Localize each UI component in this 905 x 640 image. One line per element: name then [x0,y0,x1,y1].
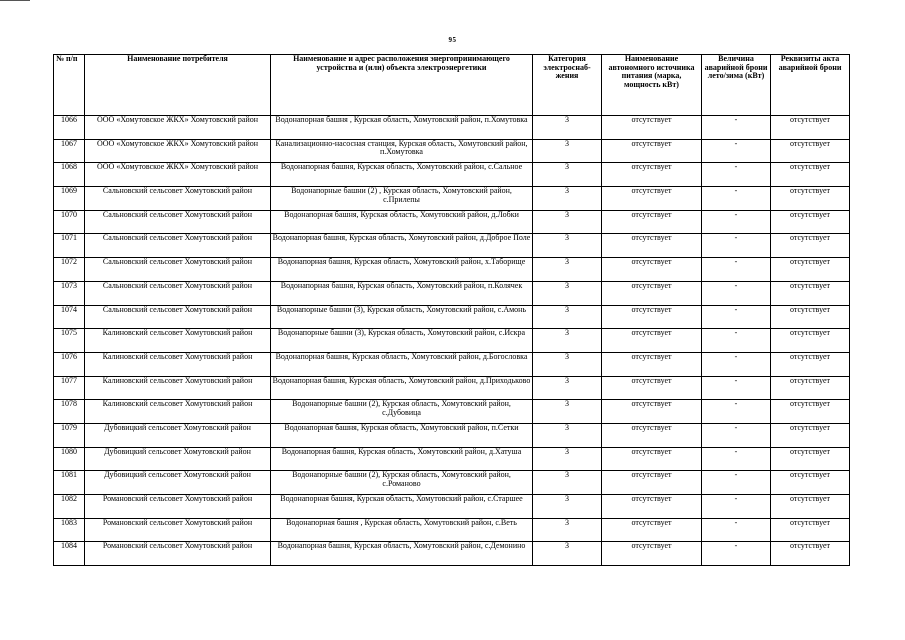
row-number: 1082 [54,495,85,519]
emergency-reserve: - [702,329,771,353]
object-address: Водонапорная башня, Курская область, Хомутовский район, с.Демонино [271,542,533,566]
supply-category: 3 [533,258,602,282]
table-row [54,234,850,258]
emergency-reserve: - [702,447,771,471]
object-address: Водонапорная башня, Курская область, Хомутовский район, д.Богословка [271,352,533,376]
header-category: Категория электроснаб-жения [533,55,602,116]
supply-category: 3 [533,518,602,542]
table-row [54,187,850,211]
object-address: Водонапорные башни (2), Курская область, Хомутовский район, с.Дубовица [271,400,533,424]
emergency-reserve: - [702,542,771,566]
power-source: отсутствует [602,210,702,234]
power-source: отсутствует [602,329,702,353]
row-number: 1074 [54,305,85,329]
row-number: 1067 [54,139,85,163]
supply-category: 3 [533,376,602,400]
power-source: отсутствует [602,116,702,140]
table-row [54,210,850,234]
supply-category: 3 [533,234,602,258]
row-number: 1076 [54,352,85,376]
row-number: 1077 [54,376,85,400]
reserve-act: отсутствует [771,447,850,471]
consumer-name: ООО «Хомутовское ЖКХ» Хомутовский район [85,163,271,187]
table-row [54,423,850,447]
table-row [54,518,850,542]
table-row [54,376,850,400]
row-number: 1075 [54,329,85,353]
supply-category: 3 [533,281,602,305]
reserve-act: отсутствует [771,281,850,305]
object-address: Водонапорная башня , Курская область, Хомутовский район, с.Веть [271,518,533,542]
object-address: Водонапорная башня, Курская область, Хомутовский район, д.Хатуша [271,447,533,471]
object-address: Водонапорная башня, Курская область, Хомутовский район, д.Приходьково [271,376,533,400]
consumer-table [53,54,850,566]
row-number: 1083 [54,518,85,542]
reserve-act: отсутствует [771,116,850,140]
page-number: 95 [448,36,457,44]
consumer-name: Дубовицкий сельсовет Хомутовский район [85,447,271,471]
emergency-reserve: - [702,518,771,542]
consumer-name: Калиновский сельсовет Хомутовский район [85,376,271,400]
row-number: 1070 [54,210,85,234]
emergency-reserve: - [702,281,771,305]
power-source: отсутствует [602,281,702,305]
emergency-reserve: - [702,376,771,400]
supply-category: 3 [533,423,602,447]
row-number: 1073 [54,281,85,305]
emergency-reserve: - [702,305,771,329]
power-source: отсутствует [602,495,702,519]
reserve-act: отсутствует [771,329,850,353]
header-reserve: Величина аварийной брони лето/зима (кВт) [702,55,771,116]
table-row [54,400,850,424]
supply-category: 3 [533,400,602,424]
object-address: Водонапорные башни (3), Курская область, Хомутовский район, с.Амонь [271,305,533,329]
row-number: 1071 [54,234,85,258]
consumer-name: Дубовицкий сельсовет Хомутовский район [85,471,271,495]
object-address: Водонапорная башня, Курская область, Хомутовский район, п.Сетки [271,423,533,447]
table-row [54,471,850,495]
supply-category: 3 [533,542,602,566]
emergency-reserve: - [702,471,771,495]
consumer-name: Сальновский сельсовет Хомутовский район [85,281,271,305]
reserve-act: отсутствует [771,234,850,258]
object-address: Водонапорная башня, Курская область, Хомутовский район, х.Таборище [271,258,533,282]
object-address: Водонапорная башня , Курская область, Хомутовский район, п.Хомутовка [271,116,533,140]
row-number: 1079 [54,423,85,447]
supply-category: 3 [533,495,602,519]
header-act: Реквизиты акта аварийной брони [771,55,850,116]
consumer-name: Романовский сельсовет Хомутовский район [85,542,271,566]
reserve-act: отсутствует [771,352,850,376]
table-row [54,329,850,353]
consumer-name: Калиновский сельсовет Хомутовский район [85,329,271,353]
table-row [54,163,850,187]
supply-category: 3 [533,210,602,234]
row-number: 1084 [54,542,85,566]
reserve-act: отсутствует [771,423,850,447]
emergency-reserve: - [702,234,771,258]
power-source: отсутствует [602,518,702,542]
row-number: 1066 [54,116,85,140]
row-number: 1080 [54,447,85,471]
table-row [54,352,850,376]
consumer-name: Калиновский сельсовет Хомутовский район [85,352,271,376]
object-address: Водонапорная башня, Курская область, Хомутовский район, п.Колячек [271,281,533,305]
row-number: 1072 [54,258,85,282]
supply-category: 3 [533,471,602,495]
header-address: Наименование и адрес расположения энергопринимающего устройства и (или) объекта электроэнергетики [271,55,533,116]
reserve-act: отсутствует [771,376,850,400]
emergency-reserve: - [702,258,771,282]
power-source: отсутствует [602,234,702,258]
power-source: отсутствует [602,305,702,329]
reserve-act: отсутствует [771,139,850,163]
table-row [54,139,850,163]
reserve-act: отсутствует [771,518,850,542]
reserve-act: отсутствует [771,542,850,566]
row-number: 1081 [54,471,85,495]
supply-category: 3 [533,447,602,471]
object-address: Водонапорная башня, Курская область, Хомутовский район, д.Лобки [271,210,533,234]
table-row [54,447,850,471]
header-number: № п/п [54,55,85,116]
emergency-reserve: - [702,187,771,211]
table-row [54,305,850,329]
reserve-act: отсутствует [771,163,850,187]
object-address: Водонапорные башни (2), Курская область, Хомутовский район, с.Романово [271,471,533,495]
supply-category: 3 [533,352,602,376]
table-row [54,258,850,282]
table-row [54,116,850,140]
object-address: Водонапорная башня, Курская область, Хомутовский район, д.Доброе Поле [271,234,533,258]
reserve-act: отсутствует [771,187,850,211]
emergency-reserve: - [702,163,771,187]
power-source: отсутствует [602,400,702,424]
power-source: отсутствует [602,423,702,447]
consumer-name: Сальновский сельсовет Хомутовский район [85,234,271,258]
consumer-name: ООО «Хомутовское ЖКХ» Хомутовский район [85,139,271,163]
power-source: отсутствует [602,447,702,471]
power-source: отсутствует [602,139,702,163]
power-source: отсутствует [602,352,702,376]
supply-category: 3 [533,187,602,211]
reserve-act: отсутствует [771,400,850,424]
power-source: отсутствует [602,542,702,566]
object-address: Канализационно-насосная станция, Курская область, Хомутовский район, п.Хомутовка [271,139,533,163]
supply-category: 3 [533,163,602,187]
row-number: 1069 [54,187,85,211]
emergency-reserve: - [702,139,771,163]
supply-category: 3 [533,305,602,329]
power-source: отсутствует [602,187,702,211]
power-source: отсутствует [602,258,702,282]
supply-category: 3 [533,329,602,353]
supply-category: 3 [533,116,602,140]
object-address: Водонапорная башня, Курская область, Хомутовский район, с.Сальное [271,163,533,187]
row-number: 1068 [54,163,85,187]
emergency-reserve: - [702,116,771,140]
emergency-reserve: - [702,495,771,519]
corner-scan-mark [0,0,30,1]
consumer-name: Романовский сельсовет Хомутовский район [85,518,271,542]
consumer-name: Романовский сельсовет Хомутовский район [85,495,271,519]
emergency-reserve: - [702,352,771,376]
table-row [54,542,850,566]
table-row [54,281,850,305]
power-source: отсутствует [602,471,702,495]
reserve-act: отсутствует [771,305,850,329]
consumer-name: Сальновский сельсовет Хомутовский район [85,210,271,234]
consumer-name: Дубовицкий сельсовет Хомутовский район [85,423,271,447]
power-source: отсутствует [602,376,702,400]
row-number: 1078 [54,400,85,424]
table-row [54,495,850,519]
reserve-act: отсутствует [771,210,850,234]
supply-category: 3 [533,139,602,163]
power-source: отсутствует [602,163,702,187]
reserve-act: отсутствует [771,258,850,282]
consumer-name: Сальновский сельсовет Хомутовский район [85,187,271,211]
emergency-reserve: - [702,400,771,424]
consumer-name: Сальновский сельсовет Хомутовский район [85,305,271,329]
header-consumer: Наименование потребителя [85,55,271,116]
consumer-name: Сальновский сельсовет Хомутовский район [85,258,271,282]
consumer-name: ООО «Хомутовское ЖКХ» Хомутовский район [85,116,271,140]
emergency-reserve: - [702,423,771,447]
reserve-act: отсутствует [771,495,850,519]
object-address: Водонапорные башни (2) , Курская область, Хомутовский район, с.Прилепы [271,187,533,211]
object-address: Водонапорные башни (3), Курская область, Хомутовский район, с.Искра [271,329,533,353]
emergency-reserve: - [702,210,771,234]
header-power-source: Наименование автономного источника питания (марка, мощность кВт) [602,55,702,116]
consumer-name: Калиновский сельсовет Хомутовский район [85,400,271,424]
object-address: Водонапорная башня, Курская область, Хомутовский район, с.Старшее [271,495,533,519]
reserve-act: отсутствует [771,471,850,495]
table-header-row [54,55,850,116]
